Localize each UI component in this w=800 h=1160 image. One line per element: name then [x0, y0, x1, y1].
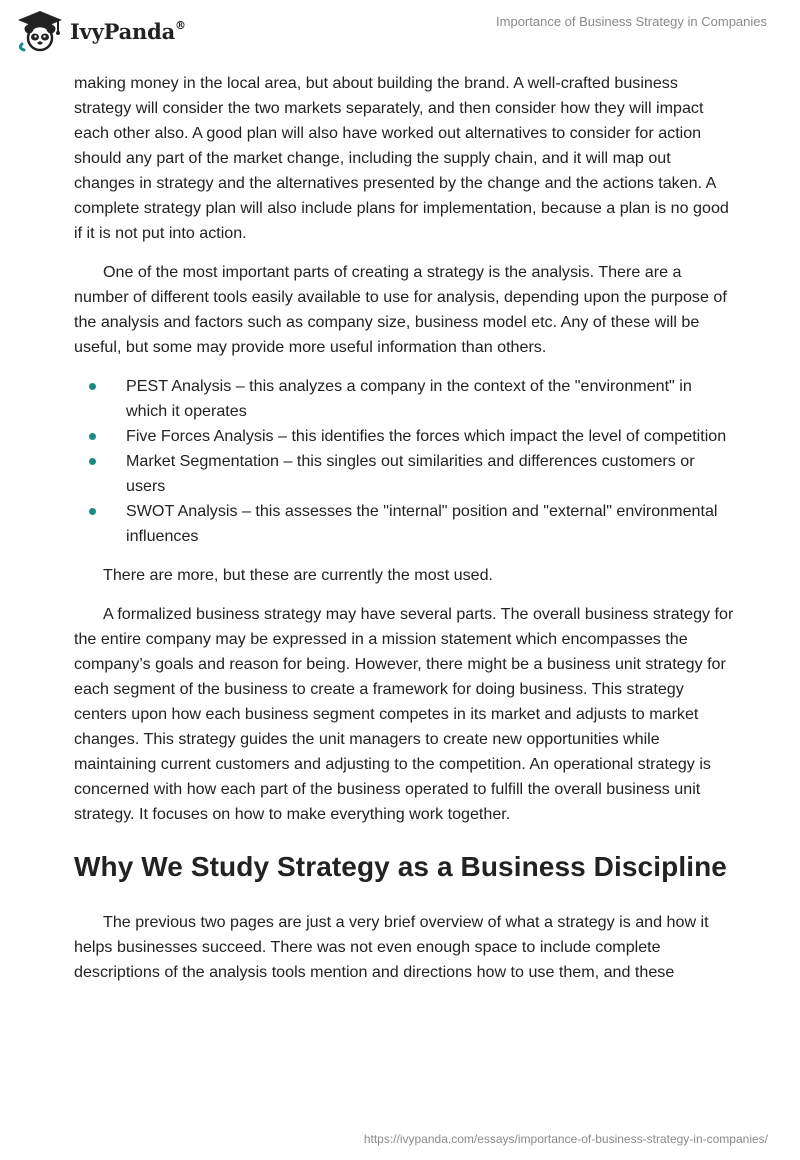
page-header	[0, 0, 800, 60]
bullet-icon	[89, 508, 96, 515]
panda-graduate-icon	[14, 8, 64, 52]
source-url[interactable]: https://ivypanda.com/essays/importance-of-business-strategy-in-companies/	[363, 1132, 768, 1146]
paragraph: There are more, but these are currently the most used.	[103, 566, 494, 584]
list-item: Market Segmentation – this singles out similarities and differences customers or users	[74, 449, 734, 499]
bullet-icon	[89, 458, 96, 465]
list-item: PEST Analysis – this analyzes a company in the context of the "environment" in which it operates	[74, 374, 734, 424]
analysis-tools-list	[74, 374, 734, 549]
section-heading: Why We Study Strategy as a Business Discipline	[74, 851, 727, 882]
list-item: SWOT Analysis – this assesses the "internal" position and "external" environmental influences	[74, 499, 734, 549]
list-item: Five Forces Analysis – this identifies the forces which impact the level of competition	[74, 424, 734, 449]
paragraph: One of the most important parts of creating a strategy is the analysis. There are a number of different tools easily available to use for analysis, depending upon the purpose of the analysis and factors such as company size, business model etc. Any of these will be useful, but some may provide more useful information than others.	[74, 263, 727, 356]
paragraph: The previous two pages are just a very brief overview of what a strategy is and how it helps businesses succeed. There was not even enough space to include complete descriptions of the analysis tools mention and directions how to use them, and these	[74, 913, 709, 981]
brand-name: IvyPanda®	[70, 18, 186, 44]
paragraph: A formalized business strategy may have several parts. The overall business strategy for the entire company may be expressed in a mission statement which encompasses the company’s goals and reason for being. However, there might be a business unit strategy for each segment of the business to create a framework for doing business. This strategy centers upon how each business segment competes in its market and adjusts to market changes. This strategy guides the unit managers to create new opportunities while maintaining current customers and adjusting to the competition. An operational strategy is concerned with how each part of the business operated to fulfill the overall business unit strategy. It focuses on how to make everything work together.	[74, 605, 734, 823]
bullet-icon	[89, 383, 96, 390]
paragraph: making money in the local area, but about building the brand. A well-crafted business strategy will consider the two markets separately, and then consider how they will impact each other also. A good plan will also have worked out alternatives to consider for action should any part of the market change, including the supply chain, and it will map out changes in strategy and the alternatives presented by the change and the actions taken. A complete strategy plan will also include plans for implementation, because a plan is no good if it is not put into action.	[74, 74, 729, 242]
essay-content	[74, 71, 734, 999]
document-title: Importance of Business Strategy in Companies	[496, 14, 767, 29]
brand-logo[interactable]	[14, 8, 186, 52]
bullet-icon	[89, 433, 96, 440]
